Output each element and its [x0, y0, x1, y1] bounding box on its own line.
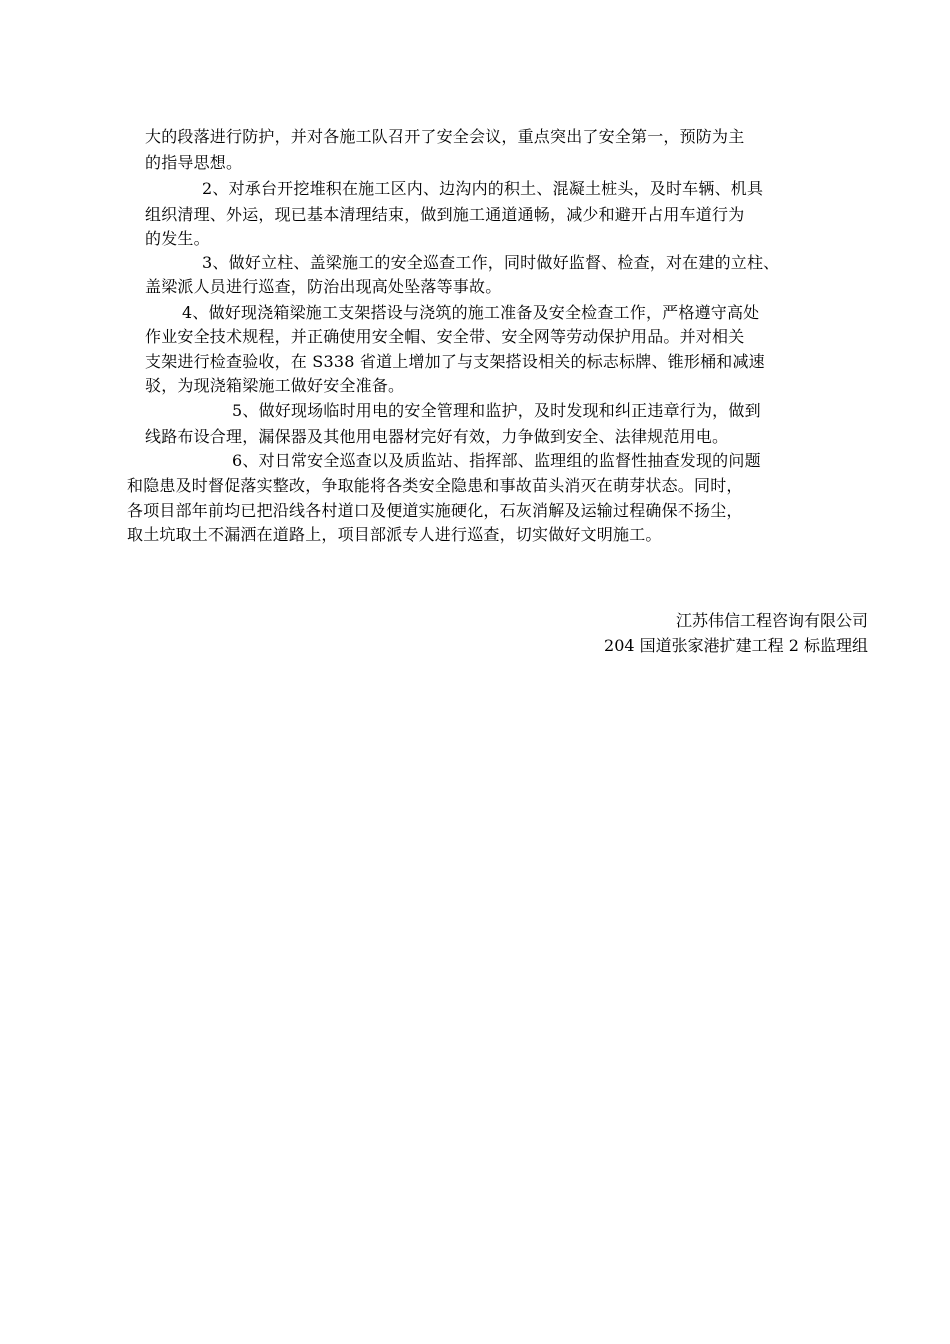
paragraph-4-line-1: 4、做好现浇箱梁施工支架搭设与浇筑的施工准备及安全检查工作，严格遵守高处: [182, 303, 760, 322]
paragraph-5-line-1: 5、做好现场临时用电的安全管理和监护，及时发现和纠正违章行为，做到: [232, 401, 761, 420]
paragraph-6-line-3: 各项目部年前均已把沿线各村道口及便道实施硬化，石灰消解及运输过程确保不扬尘，: [127, 501, 743, 520]
paragraph-1-line-2: 的指导思想。: [145, 153, 243, 172]
signature-company: 江苏伟信工程咨询有限公司: [675, 611, 868, 630]
signature-group: 204 国道张家港扩建工程 2 标监理组: [604, 636, 868, 655]
paragraph-4-line-4: 驳，为现浇箱梁施工做好安全准备。: [145, 376, 405, 395]
paragraph-5-line-2: 线路布设合理，漏保器及其他用电器材完好有效，力争做到安全、法律规范用电。: [145, 427, 729, 446]
paragraph-2-line-2: 组织清理、外运，现已基本清理结束，做到施工通道通畅，减少和避开占用车道行为: [145, 205, 745, 224]
paragraph-4-line-2: 作业安全技术规程，并正确使用安全帽、安全带、安全网等劳动保护用品。并对相关: [145, 327, 745, 346]
paragraph-6-line-2: 和隐患及时督促落实整改，争取能将各类安全隐患和事故苗头消灭在萌芽状态。同时，: [127, 476, 743, 495]
paragraph-2-line-1: 2、对承台开挖堆积在施工区内、边沟内的积土、混凝土桩头，及时车辆、机具: [202, 179, 764, 198]
paragraph-1-line-1: 大的段落进行防护，并对各施工队召开了安全会议，重点突出了安全第一，预防为主: [145, 127, 745, 146]
paragraph-3-line-1: 3、做好立柱、盖梁施工的安全巡查工作，同时做好监督、检查，对在建的立柱、: [202, 253, 780, 272]
paragraph-2-line-3: 的发生。: [145, 229, 210, 248]
paragraph-6-line-4: 取土坑取土不漏洒在道路上，项目部派专人进行巡查，切实做好文明施工。: [127, 525, 662, 544]
paragraph-4-line-3: 支架进行检查验收，在 S338 省道上增加了与支架搭设相关的标志标牌、锥形桶和减速: [145, 352, 765, 371]
paragraph-6-line-1: 6、对日常安全巡查以及质监站、指挥部、监理组的监督性抽查发现的问题: [232, 451, 761, 470]
paragraph-3-line-2: 盖梁派人员进行巡查，防治出现高处坠落等事故。: [145, 277, 502, 296]
